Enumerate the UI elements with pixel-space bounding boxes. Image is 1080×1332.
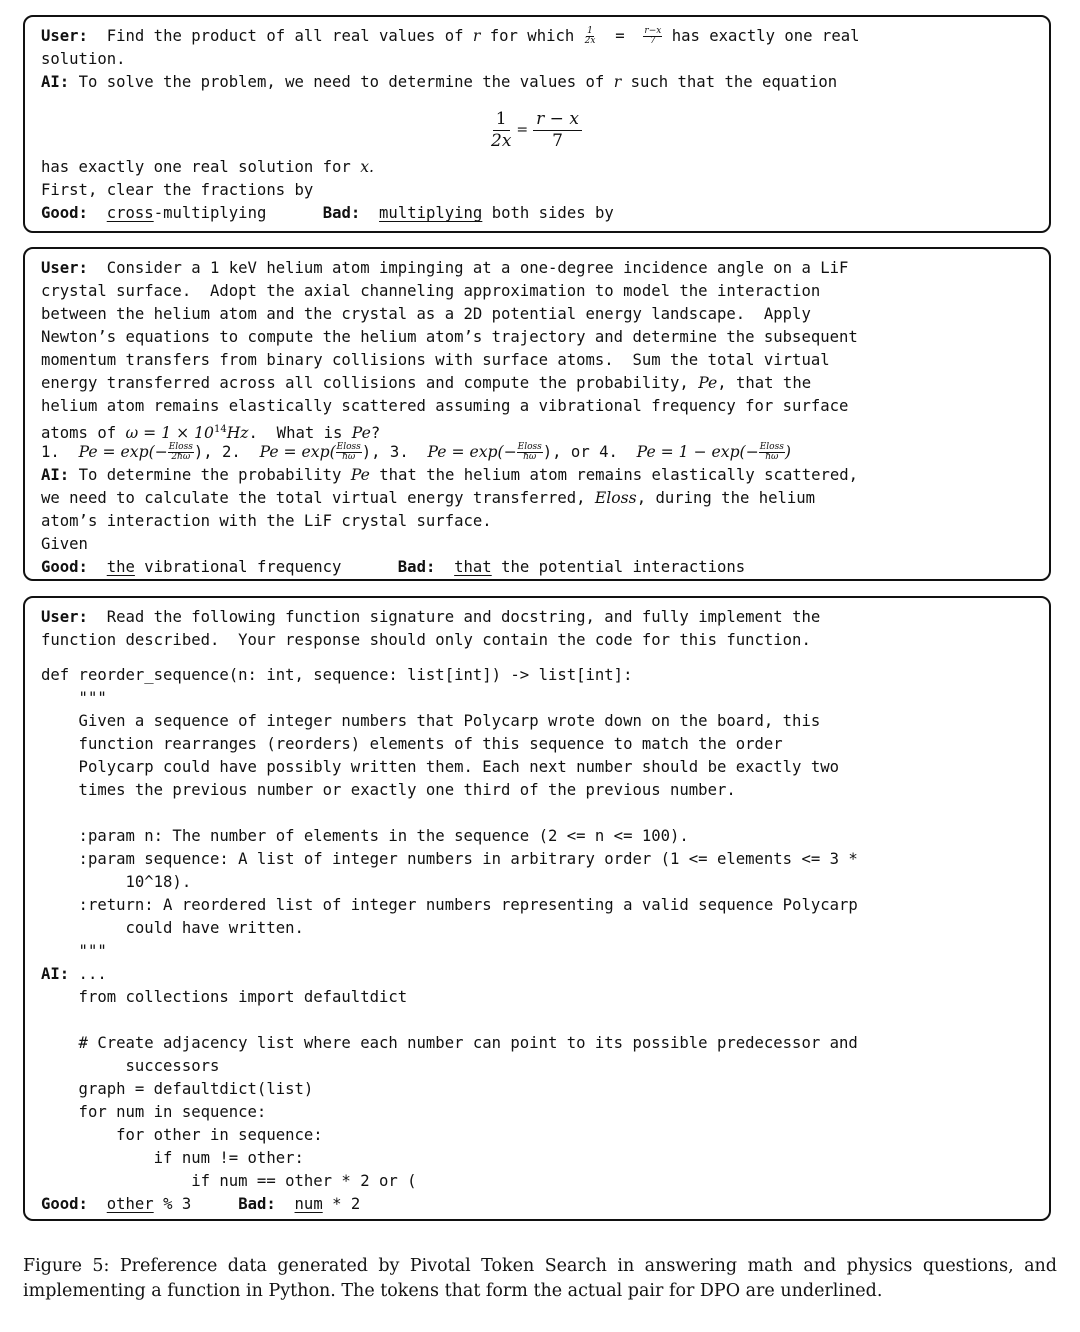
good-token: other bbox=[106, 1195, 154, 1213]
ai-code-line: for other in sequence: bbox=[41, 1126, 323, 1144]
box2-ai-line3: atom’s interaction with the LiF crystal surface. bbox=[41, 512, 492, 530]
box2-ai-line1: AI: To determine the probability Pe that the helium atom remains elastically scattered, bbox=[41, 466, 859, 484]
bad-token: multiplying bbox=[379, 204, 483, 222]
user-label: User: bbox=[41, 608, 88, 626]
box1-ai-line: AI: To solve the problem, we need to determine the values of r such that the equation bbox=[41, 73, 838, 91]
code-line: function rearranges (reorders) elements of this sequence to match the order bbox=[41, 735, 783, 753]
good-label: Good: bbox=[41, 204, 88, 222]
code-line bbox=[41, 802, 1033, 825]
ai-code-line: if num != other: bbox=[41, 1149, 304, 1167]
box1-user-line: User: Find the product of all real values of r for which $\frac{1}{2x}$ = $\frac{r-x}{7}$ has exactly one real bbox=[41, 26, 860, 46]
bad-label: Bad: bbox=[322, 204, 361, 222]
option-fraction: $\frac{\text{Eloss}}{ħ\omega}$ bbox=[759, 442, 784, 462]
box2-user-line8: atoms of $\omega = 1 \times 10^{14}Hz$. What is Pe? bbox=[41, 424, 381, 443]
box2-given-line: Given bbox=[41, 535, 88, 553]
box2-user-line1: User: Consider a 1 keV helium atom impinging at a one-degree incidence angle on a LiF bbox=[41, 259, 849, 277]
inline-fraction: $\frac{r-x}{7}$ bbox=[644, 26, 662, 46]
box3-user-line1: User: Read the following function signature and docstring, and fully implement the bbox=[41, 608, 821, 626]
box3-user-line2: function described. Your response should only contain the code for this function. bbox=[41, 631, 811, 649]
ai-code-line: if num == other * 2 or ( bbox=[41, 1172, 417, 1190]
box2-user-line: between the helium atom and the crystal as a 2D potential energy landscape. Apply bbox=[41, 305, 811, 323]
ai-label: AI: bbox=[41, 965, 70, 983]
code-line: Given a sequence of integer numbers that Polycarp wrote down on the board, this bbox=[41, 712, 821, 730]
code-line: def reorder_sequence(n: int, sequence: list[int]) -> list[int]: bbox=[41, 666, 633, 684]
option-fraction: $\frac{\text{Eloss}}{ħ\omega}$ bbox=[336, 442, 361, 462]
example-box-physics bbox=[23, 247, 1051, 581]
code-line: :param sequence: A list of integer numbers in arbitrary order (1 <= elements <= 3 * bbox=[41, 850, 858, 868]
code-line: """ bbox=[41, 689, 107, 707]
box2-user-line7: helium atom remains elastically scattered assuming a vibrational frequency for surface bbox=[41, 397, 849, 415]
option-fraction: $\frac{\text{Eloss}}{2ħ\omega}$ bbox=[168, 442, 193, 462]
box1-good-bad-line: Good: cross-multiplying Bad: multiplying both sides by bbox=[41, 204, 614, 222]
code-line: """ bbox=[41, 942, 107, 960]
box2-user-line: momentum transfers from binary collisions with surface atoms. Sum the total virtual bbox=[41, 351, 830, 369]
code-line: times the previous number or exactly one third of the previous number. bbox=[41, 781, 736, 799]
good-label: Good: bbox=[41, 1195, 88, 1213]
box3-good-bad-line: Good: other % 3 Bad: num * 2 bbox=[41, 1195, 361, 1213]
box3-ai-line: AI: ... bbox=[41, 965, 107, 983]
box2-user-line: crystal surface. Adopt the axial channeling approximation to model the interaction bbox=[41, 282, 821, 300]
box2-options-line: 1. Pe = exp(− $\frac{\text{Eloss}}{2ħ\omega}$ ), 2. Pe = exp( $\frac{\text{Eloss}}{ħ\omega}$ ), 3. Pe = exp(− $\frac{\text{Eloss}}{ħ\omega}$ ), or 4. Pe = 1 − exp(− $\frac{\text{Eloss}}{ħ\omega}$ ) bbox=[41, 442, 791, 462]
ai-code-line: from collections import defaultdict bbox=[41, 988, 408, 1006]
ai-code-line: # Create adjacency list where each number can point to its possible predecessor and bbox=[41, 1034, 858, 1052]
user-label: User: bbox=[41, 27, 88, 45]
box1-user-line2: solution. bbox=[41, 50, 126, 68]
code-line: Polycarp could have possibly written them. Each next number should be exactly two bbox=[41, 758, 839, 776]
figure-caption: Figure 5: Preference data generated by Pivotal Token Search in answering math and physics questions, and implementing a function in Python. The tokens that form the actual pair for DPO are underlined. bbox=[23, 1256, 1057, 1301]
code-line: 10^18). bbox=[41, 873, 192, 891]
ai-code-line: successors bbox=[41, 1057, 220, 1075]
user-label: User: bbox=[41, 259, 88, 277]
code-line: could have written. bbox=[41, 919, 304, 937]
option-fraction: $\frac{\text{Eloss}}{ħ\omega}$ bbox=[517, 442, 542, 462]
bad-token: that bbox=[454, 558, 492, 576]
code-line: :param n: The number of elements in the sequence (2 <= n <= 100). bbox=[41, 827, 689, 845]
ai-code-line bbox=[41, 1009, 1033, 1032]
ai-label: AI: bbox=[41, 466, 70, 484]
box2-user-line: Newton’s equations to compute the helium atom’s trajectory and determine the subsequent bbox=[41, 328, 858, 346]
inline-fraction: $\frac{1}{2x}$ bbox=[584, 26, 596, 46]
ai-code-line: for num in sequence: bbox=[41, 1103, 267, 1121]
bad-token: num bbox=[294, 1195, 323, 1213]
bad-label: Bad: bbox=[397, 558, 436, 576]
good-label: Good: bbox=[41, 558, 88, 576]
bad-label: Bad: bbox=[238, 1195, 276, 1213]
good-token: the bbox=[106, 558, 135, 576]
display-equation: $\frac{1}{2x}$ = $\frac{r - x}{7}$ bbox=[491, 109, 582, 153]
example-box-code bbox=[23, 596, 1051, 1221]
good-token: cross bbox=[106, 204, 154, 222]
box2-user-line6: energy transferred across all collisions and compute the probability, Pe, that the bbox=[41, 374, 812, 392]
code-line: :return: A reordered list of integer numbers representing a valid sequence Polycarp bbox=[41, 896, 858, 914]
example-box-math bbox=[23, 15, 1051, 233]
ai-code-line: graph = defaultdict(list) bbox=[41, 1080, 314, 1098]
box1-has-line: has exactly one real solution for x. bbox=[41, 158, 374, 176]
box2-good-bad-line: Good: the vibrational frequency Bad: that the potential interactions bbox=[41, 558, 746, 576]
ai-label: AI: bbox=[41, 73, 70, 91]
box2-ai-line2: we need to calculate the total virtual energy transferred, Eloss, during the helium bbox=[41, 489, 816, 507]
box1-first-line: First, clear the fractions by bbox=[41, 181, 314, 199]
